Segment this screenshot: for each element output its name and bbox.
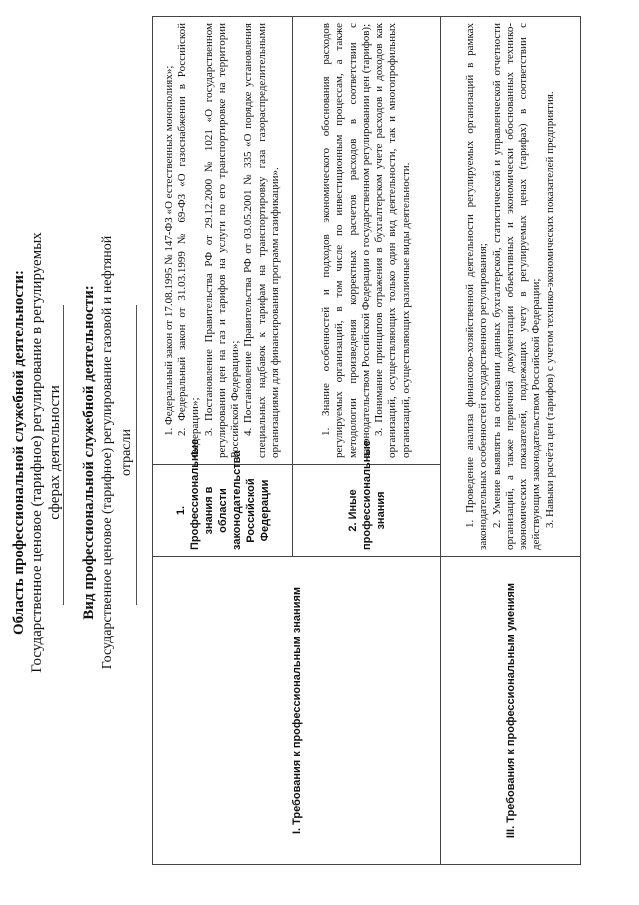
list-item: 3. Постановление Правительства РФ от 29.12.2000 № 1021 «О государственном регулировании цен на газ и тарифов на услуги по его транспортировке на территории Российской Федерации»; — [202, 23, 242, 458]
type-text-line2: отрасли — [119, 429, 134, 477]
type-underline — [136, 305, 137, 605]
area-text-line2: сферах деятельности — [47, 385, 63, 520]
requirements-table — [152, 16, 581, 865]
table-row — [153, 17, 293, 865]
section3-items — [441, 17, 581, 557]
list-item: 3. Понимание принципов отражения в бухгалтерском учете расходов и доходов как организаций, осуществляющих только один вид деятельности, так и многопрофильных организаций, осуществляющих различные виды деятельности. — [373, 23, 412, 458]
list-item: 3. Навыки расчёта цен (тарифов) с учетом технико-экономических показателей предприятия. — [543, 91, 556, 528]
list-item: 2. Умение выявлять на основании данных бухгалтерской, статистической и управленческой отчетности организаций, а также первичной документации объективных и экономически обоснованных технико-экономических показателей, подлежащих учету в регулируемых ценах (тарифах) в соответствии с действующим законодательством Российской Федерации; — [490, 23, 543, 550]
list-item: 4. Постановление Правительства РФ от 03.05.2001 № 335 «О порядке установления специальных надбавок к тарифам на транспортировку газа газораспределительными организациями для финансирования программ газификации». — [242, 23, 281, 458]
sub2-items — [293, 17, 441, 465]
table-row — [441, 17, 581, 865]
sub1-items — [153, 17, 293, 465]
section1-label: I. Требования к профессиональным знаниям — [153, 557, 441, 865]
list-item: 1. Федеральный закон от 17.08.1995 № 147-ФЗ «О естественных монополиях»; — [163, 65, 176, 436]
sub2-label: 2. Иные профессиональные знания — [293, 465, 441, 557]
area-text-line1: Государственное ценовое (тарифное) регулирование в регулируемых — [29, 232, 45, 673]
type-text-line1: Государственное ценовое (тарифное) регулирование газовой и нефтяной — [100, 235, 115, 670]
area-title: Область профессиональной служебной деятельности: — [11, 269, 27, 636]
list-item: 2. Федеральный закон от 31.03.1999 № 69-ФЗ «О газоснабжении в Российской Федерации»; — [176, 23, 202, 458]
section3-label: III. Требования к профессиональным умениям — [441, 557, 581, 865]
list-item: 1. Знание особенностей и подходов экономического обоснования расходов регулируемых организаций, в том числе по инвестиционным процессам, а также методологии произведения корректных расчетов расходов в соответствии с законодательством Российской Федерации о государственном регулировании цен (тарифов); — [320, 23, 372, 458]
list-item: 1. Проведение анализа финансово-хозяйственной деятельности регулируемых организаций в рамках законодательных особенностей государственного регулирования; — [464, 23, 490, 550]
sub1-label: 1. Профессиональные знания в области законодательства Российской Федерации — [153, 465, 293, 557]
area-underline — [63, 305, 64, 605]
type-title: Вид профессиональной служебной деятельности: — [81, 285, 97, 620]
